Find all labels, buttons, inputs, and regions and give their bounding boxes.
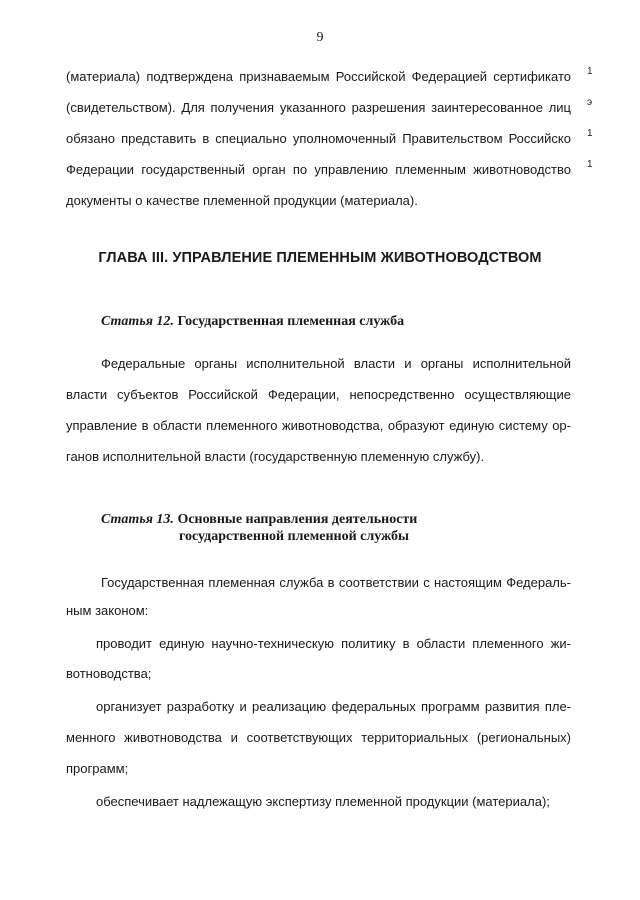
- paragraph-line: (материала) подтверждена признаваемым Российской Федерацией сертификато: [66, 69, 571, 84]
- paragraph-line: (свидетельством). Для получения указанного разрешения заинтересованное лиц: [66, 100, 571, 115]
- chapter-heading: ГЛАВА III. УПРАВЛЕНИЕ ПЛЕМЕННЫМ ЖИВОТНОВОДСТВОМ: [98, 250, 542, 266]
- paragraph-line: Государственная племенная служба в соответствии с настоящим Федераль-: [101, 575, 571, 590]
- margin-mark: 1: [587, 128, 593, 139]
- article-12-heading: [101, 313, 404, 330]
- article-13-title-line2: государственной племенной службы: [179, 529, 409, 544]
- paragraph-line: Федерации государственный орган по управлению племенным животноводство: [66, 162, 571, 177]
- paragraph-line: управление в области племенного животноводства, образуют единую систему ор-: [66, 418, 571, 433]
- paragraph-line: менного животноводства и соответствующих территориальных (региональных): [66, 730, 571, 745]
- paragraph-line: Федеральные органы исполнительной власти и органы исполнительной: [101, 356, 571, 371]
- paragraph-line: вотноводства;: [66, 666, 152, 681]
- paragraph-line: обязано представить в специально уполномоченный Правительством Российско: [66, 131, 571, 146]
- paragraph-line: ганов исполнительной власти (государственную племенную службу).: [66, 449, 485, 464]
- paragraph-line: ным законом:: [66, 603, 149, 618]
- paragraph-line: власти субъектов Российской Федерации, непосредственно осуществляющие: [66, 387, 571, 402]
- article-12-label: Статья 12.: [101, 314, 174, 329]
- paragraph-line: проводит единую научно-техническую политику в области племенного жи-: [96, 636, 571, 651]
- margin-mark: э: [587, 97, 593, 108]
- paragraph-line: организует разработку и реализацию федеральных программ развития пле-: [96, 699, 571, 714]
- margin-mark: 1: [587, 159, 593, 170]
- paragraph-line: документы о качестве племенной продукции (материала).: [66, 193, 418, 208]
- margin-mark: 1: [587, 66, 593, 77]
- article-13-label: Статья 13.: [101, 512, 174, 527]
- page-number: 9: [316, 30, 324, 45]
- paragraph-line: программ;: [66, 761, 129, 776]
- article-12-title: Государственная племенная служба: [177, 314, 405, 329]
- article-13-title-line1: Основные направления деятельности: [177, 512, 418, 527]
- paragraph-line: обеспечивает надлежащую экспертизу племенной продукции (материала);: [96, 794, 550, 809]
- article-13-heading: [101, 511, 417, 528]
